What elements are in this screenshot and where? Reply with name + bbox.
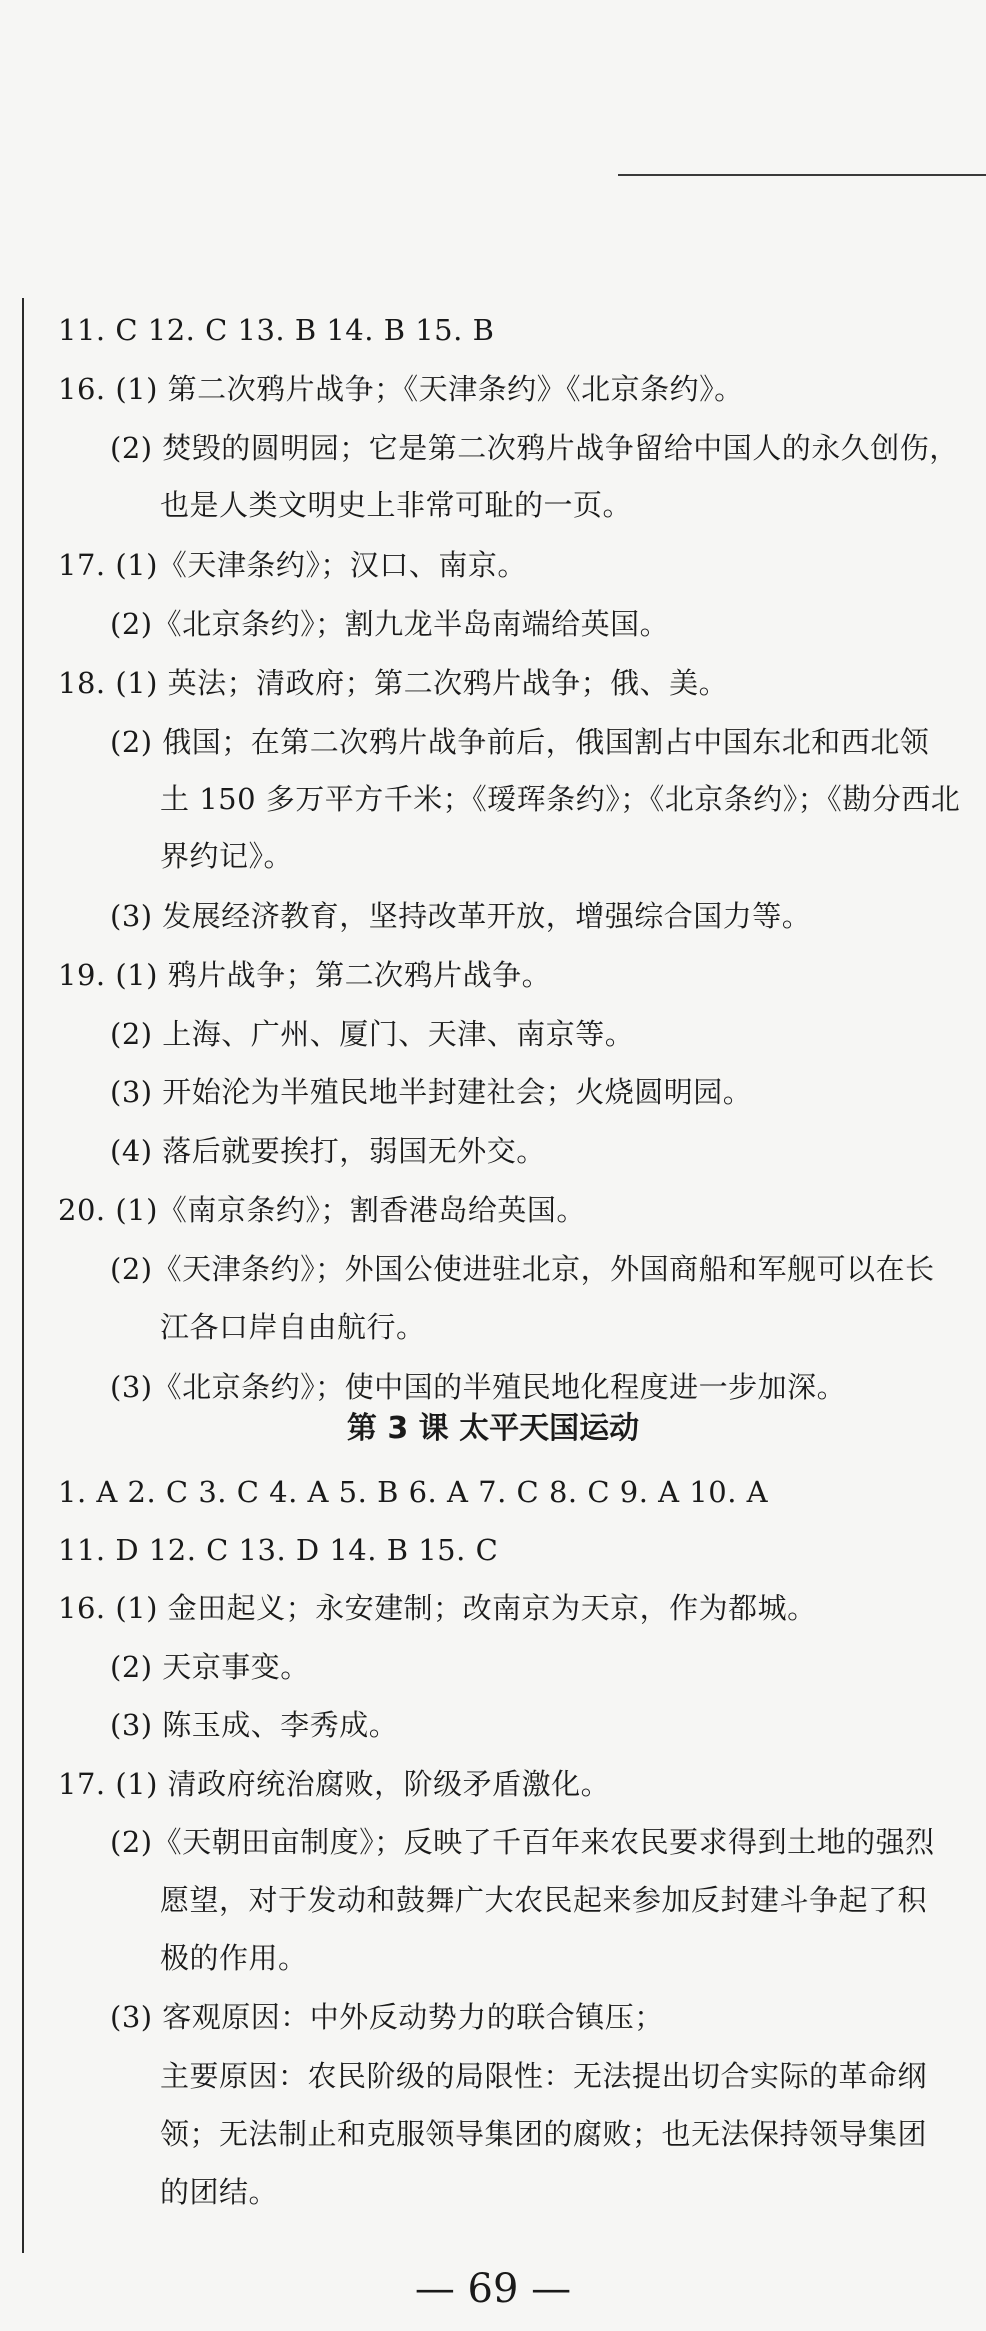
answer-line: 16. (1) 第二次鸦片战争；《天津条约》《北京条约》。: [58, 372, 744, 406]
answer-line: 土 150 多万平方千米；《瑷珲条约》；《北京条约》；《勘分西北: [160, 782, 961, 816]
answer-line: 17. (1)《天津条约》；汉口、南京。: [58, 548, 527, 582]
answer-line: (2) 俄国；在第二次鸦片战争前后，俄国割占中国东北和西北领: [110, 725, 930, 759]
answer-line: (3) 陈玉成、李秀成。: [110, 1708, 399, 1742]
answer-line: (2)《北京条约》；割九龙半岛南端给英国。: [110, 607, 670, 641]
answer-line: 11. D 12. C 13. D 14. B 15. C: [58, 1533, 499, 1567]
answer-line: (2)《天朝田亩制度》；反映了千百年来农民要求得到土地的强烈: [110, 1825, 935, 1859]
answer-line: (3)《北京条约》；使中国的半殖民地化程度进一步加深。: [110, 1370, 847, 1404]
margin-bar: [22, 298, 24, 2253]
top-rule: [618, 174, 986, 176]
answer-line: 1. A 2. C 3. C 4. A 5. B 6. A 7. C 8. C 9. A 10. A: [58, 1475, 769, 1509]
answer-line: (4) 落后就要挨打，弱国无外交。: [110, 1134, 546, 1168]
answer-line: 11. C 12. C 13. B 14. B 15. B: [58, 313, 495, 347]
answer-line: (2) 焚毁的圆明园；它是第二次鸦片战争留给中国人的永久创伤，: [110, 431, 959, 465]
answer-line: (2) 天京事变。: [110, 1650, 310, 1684]
answer-line: 也是人类文明史上非常可耻的一页。: [160, 488, 633, 522]
page-number: — 69 —: [414, 2266, 572, 2312]
answer-line: 20. (1)《南京条约》；割香港岛给英国。: [58, 1193, 586, 1227]
answer-line: 的团结。: [160, 2175, 279, 2209]
lesson-heading: 第 3 课 太平天国运动: [346, 1411, 640, 1446]
answer-line: 17. (1) 清政府统治腐败，阶级矛盾激化。: [58, 1767, 611, 1801]
answer-line: 领；无法制止和克服领导集团的腐败；也无法保持领导集团: [160, 2117, 928, 2151]
answer-line: 江各口岸自由航行。: [160, 1310, 426, 1344]
answer-line: 主要原因：农民阶级的局限性：无法提出切合实际的革命纲: [160, 2059, 928, 2093]
answer-line: (2) 上海、广州、厦门、天津、南京等。: [110, 1017, 635, 1051]
answer-line: (3) 开始沦为半殖民地半封建社会；火烧圆明园。: [110, 1075, 753, 1109]
answer-line: 界约记》。: [160, 839, 294, 873]
answer-line: 19. (1) 鸦片战争；第二次鸦片战争。: [58, 958, 552, 992]
answer-line: 16. (1) 金田起义；永安建制；改南京为天京，作为都城。: [58, 1591, 817, 1625]
answer-line: (3) 客观原因：中外反动势力的联合镇压；: [110, 2000, 664, 2034]
answer-line: 极的作用。: [160, 1941, 308, 1975]
answer-line: 愿望，对于发动和鼓舞广大农民起来参加反封建斗争起了积: [160, 1883, 928, 1917]
answer-line: 18. (1) 英法；清政府；第二次鸦片战争；俄、美。: [58, 666, 729, 700]
answer-line: (2)《天津条约》；外国公使进驻北京，外国商船和军舰可以在长: [110, 1252, 935, 1286]
answer-line: (3) 发展经济教育，坚持改革开放，增强综合国力等。: [110, 899, 812, 933]
